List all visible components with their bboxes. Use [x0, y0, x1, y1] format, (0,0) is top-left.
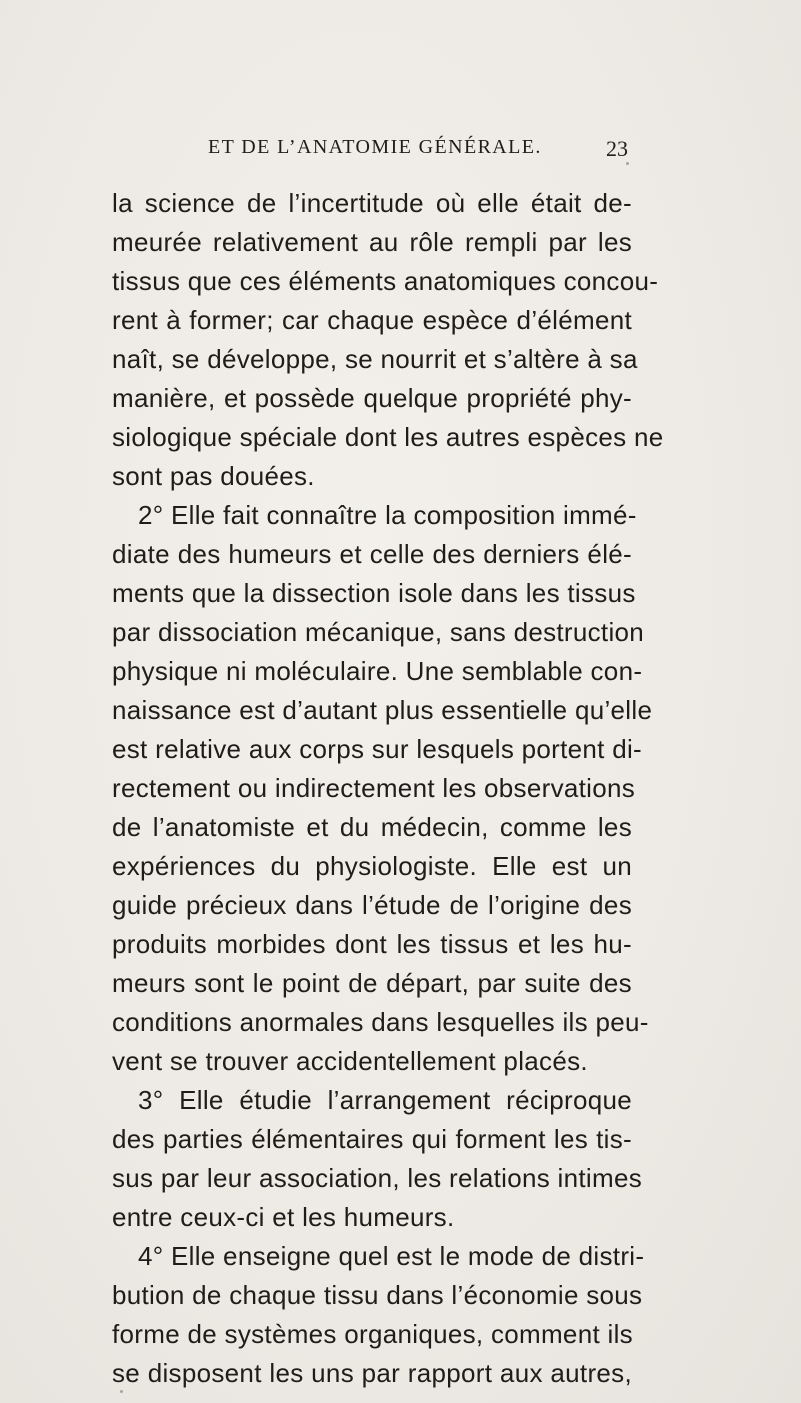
- paragraph-start-line: 2° Elle fait connaître la composition immé-: [138, 500, 637, 530]
- text-line: entre ceux-ci et les humeurs.: [112, 1202, 455, 1232]
- text-line: manière, et possède quelque propriété phy-: [112, 383, 632, 413]
- text-line: meurs sont le point de départ, par suite des: [112, 968, 632, 998]
- text-line: rectement ou indirectement les observations: [112, 773, 636, 803]
- text-line: des parties élémentaires qui forment les tis-: [112, 1124, 632, 1154]
- body-text: [112, 184, 664, 1393]
- text-line: conditions anormales dans lesquelles ils peu-: [112, 1007, 649, 1037]
- text-line: bution de chaque tissu dans l’économie sous: [112, 1280, 643, 1310]
- text-line: est relative aux corps sur lesquels portent di-: [112, 734, 643, 764]
- text-line: tissus que ces éléments anatomiques concou-: [112, 266, 659, 296]
- text-line: sus par leur association, les relations intimes: [112, 1163, 642, 1193]
- running-header: [208, 136, 628, 166]
- text-line: produits morbides dont les tissus et les hu-: [112, 929, 632, 959]
- text-line: rent à former; car chaque espèce d’élément: [112, 305, 632, 335]
- text-line: forme de systèmes organiques, comment ils: [112, 1319, 633, 1349]
- text-line: naissance est d’autant plus essentielle qu’elle: [112, 695, 653, 725]
- paper-speck: [626, 162, 629, 165]
- running-title: ET DE L’ANATOMIE GÉNÉRALE.: [208, 136, 542, 158]
- paper-speck: [120, 1390, 123, 1393]
- text-line: naît, se développe, se nourrit et s’altère à sa: [112, 344, 638, 374]
- paragraph-start-line: 4° Elle enseigne quel est le mode de distri-: [138, 1241, 645, 1271]
- text-line: expériences du physiologiste. Elle est un: [112, 851, 632, 881]
- text-line: physique ni moléculaire. Une semblable con-: [112, 656, 643, 686]
- text-line: siologique spéciale dont les autres espèces ne: [112, 422, 664, 452]
- text-line: ments que la dissection isole dans les tissus: [112, 578, 636, 608]
- text-line: de l’anatomiste et du médecin, comme les: [112, 812, 632, 842]
- text-line: sont pas douées.: [112, 461, 315, 491]
- text-line: la science de l’incertitude où elle était de-: [112, 188, 632, 218]
- text-line: par dissociation mécanique, sans destruction: [112, 617, 645, 647]
- text-line: diate des humeurs et celle des derniers élé-: [112, 539, 632, 569]
- text-line: se disposent les uns par rapport aux autres,: [112, 1358, 632, 1388]
- page-number: 23: [606, 136, 628, 161]
- paragraph-start-line: 3° Elle étudie l’arrangement réciproque: [138, 1085, 632, 1115]
- text-line: guide précieux dans l’étude de l’origine des: [112, 890, 632, 920]
- text-line: meurée relativement au rôle rempli par les: [112, 227, 632, 257]
- text-line: vent se trouver accidentellement placés.: [112, 1046, 588, 1076]
